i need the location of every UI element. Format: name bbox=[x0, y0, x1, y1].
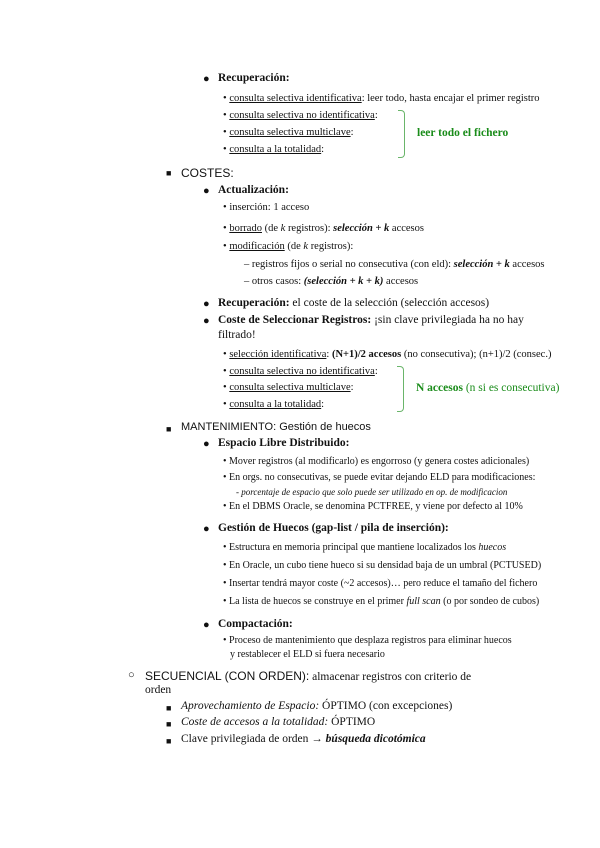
circle-bullet: ○ bbox=[128, 669, 135, 681]
otros-casos: – otros casos: (selección + k + k) accesos bbox=[244, 276, 419, 287]
seleccion-item-2: • consulta selectiva no identificativa: bbox=[223, 366, 378, 377]
compactacion-line-1: • Proceso de mantenimiento que desplaza registros para eliminar huecos bbox=[223, 635, 512, 646]
espacio-line-4: • En el DBMS Oracle, se denomina PCTFREE, y viene por defecto al 10% bbox=[223, 501, 523, 512]
brace bbox=[398, 110, 405, 158]
seleccionar-line2: filtrado! bbox=[218, 329, 256, 341]
recuperacion-item-2: • consulta selectiva no identificativa: bbox=[223, 110, 378, 121]
compactacion-line-2: y restablecer el ELD si fuera necesario bbox=[230, 649, 385, 660]
bullet-dot: ● bbox=[203, 619, 210, 631]
secuencial-item-1: Aprovechamiento de Espacio: ÓPTIMO (con excepciones) bbox=[181, 700, 453, 712]
espacio-title: Espacio Libre Distribuido: bbox=[218, 437, 350, 449]
brace-label: leer todo el fichero bbox=[417, 127, 509, 139]
espacio-line-2: • En orgs. no consecutivas, se puede evitar dejando ELD para modificaciones: bbox=[223, 472, 536, 483]
gestion-line-1: • Estructura en memoria principal que mantiene localizados los huecos bbox=[223, 542, 507, 553]
espacio-line-1: • Mover registros (al modificarlo) es engorroso (y genera costes adicionales) bbox=[223, 456, 530, 467]
compactacion-title: Compactación: bbox=[218, 618, 293, 630]
gestion-line-3: • Insertar tendrá mayor coste (~2 accesos)… pero reduce el tamaño del fichero bbox=[223, 578, 538, 589]
recuperacion-coste: Recuperación: el coste de la selección (selección accesos) bbox=[218, 297, 490, 309]
square-bullet: ■ bbox=[166, 168, 172, 178]
recuperacion-item-3: • consulta selectiva multiclave: bbox=[223, 127, 354, 138]
square-bullet: ■ bbox=[166, 703, 172, 713]
recuperacion-item-1: • consulta selectiva identificativa: leer todo, hasta encajar el primer registro bbox=[223, 93, 540, 104]
registros-fijos: – registros fijos o serial no consecutiva (con eld): selección + k accesos bbox=[244, 259, 545, 270]
costes-heading: COSTES: bbox=[181, 166, 234, 180]
brace bbox=[397, 366, 404, 412]
secuencial-item-3: Clave privilegiada de orden → búsqueda dicotómica bbox=[181, 733, 426, 745]
square-bullet: ■ bbox=[166, 736, 172, 746]
bullet-dot: ● bbox=[203, 523, 210, 535]
seleccionar-title: Coste de Seleccionar Registros: ¡sin clave privilegiada ha no hay bbox=[218, 314, 524, 326]
brace-label: N accesos (n si es consecutiva) bbox=[416, 382, 560, 394]
actualizacion-title: Actualización: bbox=[218, 184, 289, 196]
secuencial-line2: orden bbox=[145, 684, 172, 696]
secuencial-heading-line: SECUENCIAL (CON ORDEN): almacenar registros con criterio de bbox=[145, 669, 472, 683]
seleccion-item-3: • consulta selectiva multiclave: bbox=[223, 382, 354, 393]
secuencial-item-2: Coste de accesos a la totalidad: ÓPTIMO bbox=[181, 716, 376, 728]
bullet-dot: ● bbox=[203, 315, 210, 327]
square-bullet: ■ bbox=[166, 424, 172, 434]
espacio-line-3: - porcentaje de espacio que solo puede ser utilizado en op. de modificacion bbox=[236, 487, 508, 497]
insercion: • inserción: 1 acceso bbox=[223, 202, 310, 213]
recuperacion-item-4: • consulta a la totalidad: bbox=[223, 144, 325, 155]
mantenimiento-heading: MANTENIMIENTO: Gestión de huecos bbox=[181, 421, 371, 433]
modificacion: • modificación (de k registros): bbox=[223, 241, 354, 252]
bullet-dot: ● bbox=[203, 73, 210, 85]
seleccion-item-4: • consulta a la totalidad: bbox=[223, 399, 325, 410]
gestion-line-4: • La lista de huecos se construye en el primer full scan (o por sondeo de cubos) bbox=[223, 596, 540, 607]
gestion-title: Gestión de Huecos (gap-list / pila de inserción): bbox=[218, 522, 449, 534]
recuperacion-title: Recuperación: bbox=[218, 72, 290, 84]
bullet-dot: ● bbox=[203, 298, 210, 310]
square-bullet: ■ bbox=[166, 719, 172, 729]
gestion-line-2: • En Oracle, un cubo tiene hueco si su densidad baja de un umbral (PCTUSED) bbox=[223, 560, 542, 571]
borrado: • borrado (de k registros): selección + k accesos bbox=[223, 223, 424, 234]
bullet-dot: ● bbox=[203, 185, 210, 197]
seleccion-item-1: • selección identificativa: (N+1)/2 accesos (no consecutiva); (n+1)/2 (consec.) bbox=[223, 349, 552, 360]
bullet-dot: ● bbox=[203, 438, 210, 450]
